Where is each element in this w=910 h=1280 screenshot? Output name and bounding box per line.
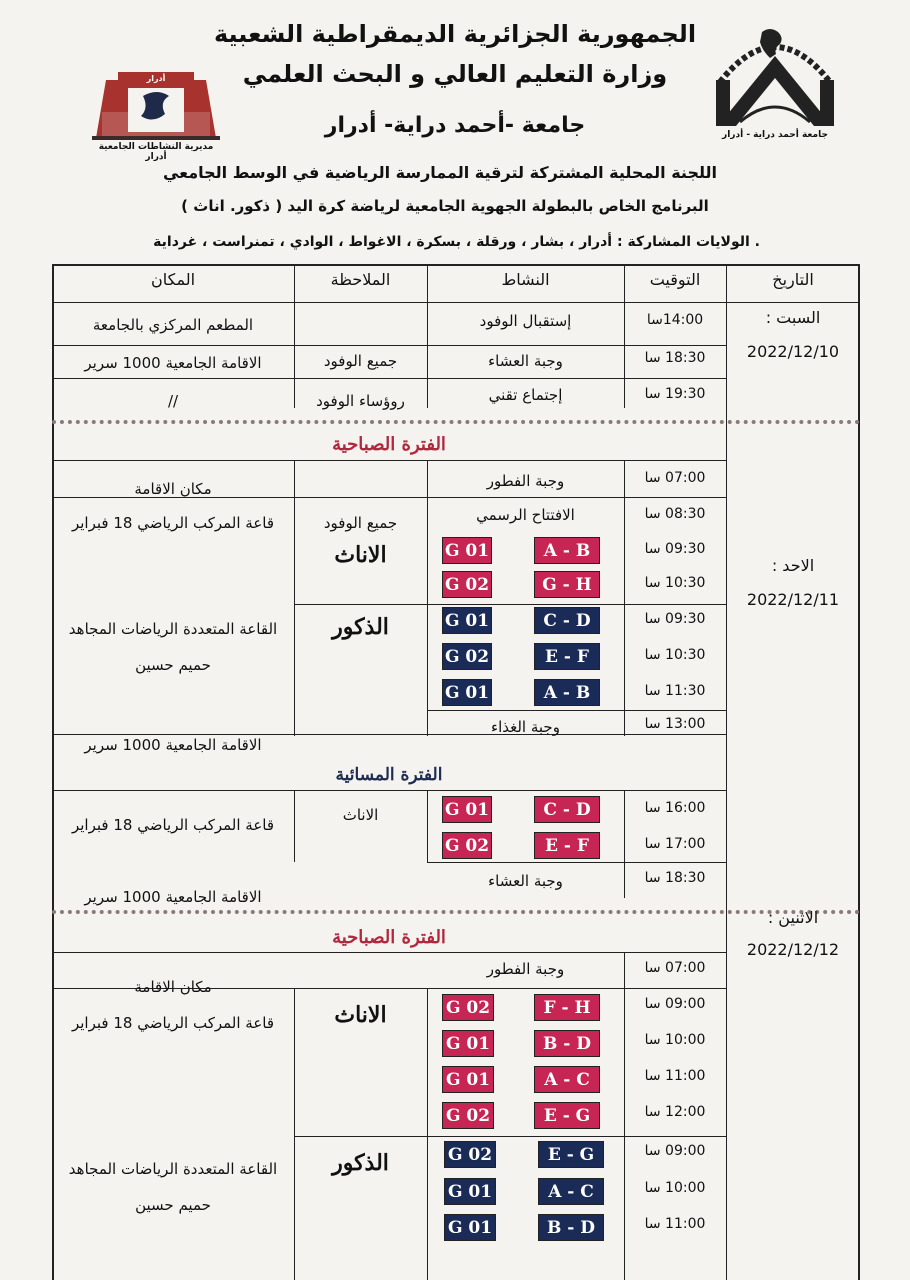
day3-male-place-2: حميم حسين — [135, 1196, 211, 1214]
day1-activity-3: إجتماع تقني — [488, 386, 563, 404]
row-divider — [427, 710, 726, 711]
day2-female-match-1: A - B — [534, 537, 600, 564]
day-divider — [52, 420, 860, 424]
col-divider — [294, 460, 295, 736]
day2-evening-time-1: 16:00 سا — [644, 800, 706, 816]
day2-female-match-2: G - H — [534, 571, 600, 598]
day3-male-group-1: G 02 — [444, 1141, 496, 1168]
day2-male-group-1: G 01 — [442, 607, 492, 634]
day3-male-group-3: G 01 — [444, 1214, 496, 1241]
day2-male-place-1: القاعة المتعددة الرياضات المجاهد — [68, 620, 278, 638]
day2-female-group-1: G 01 — [442, 537, 492, 564]
day2-male-time-1: 09:30 سا — [644, 611, 706, 627]
day3-breakfast-time: 07:00 سا — [644, 960, 706, 976]
day2-lunch-place: الاقامة الجامعية 1000 سرير — [84, 736, 262, 754]
row-divider — [427, 862, 726, 863]
col-header-time: التوقيت — [649, 270, 701, 289]
day2-male-time-3: 11:30 سا — [644, 683, 706, 699]
university-logo — [700, 22, 850, 146]
day3-male-match-3: B - D — [538, 1214, 604, 1241]
day2-breakfast-time: 07:00 سا — [644, 470, 706, 486]
day2-evening-place: قاعة المركب الرياضي 18 فبراير — [71, 816, 275, 834]
day2-dinner-time: 18:30 سا — [644, 870, 706, 886]
committee-title: اللجنة المحلية المشتركة لترقية الممارسة الرياضية في الوسط الجامعي — [162, 163, 718, 182]
day2-male-match-2: E - F — [534, 643, 600, 670]
logo-caption: مديرية النشاطات الجامعية أدرار — [98, 142, 214, 162]
day2-morning-section: الفترة الصباحية — [332, 434, 446, 455]
day2-opening-activity: الافتتاح الرسمي — [476, 506, 575, 524]
university-title: جامعة -أحمد دراية- أدرار — [324, 113, 586, 138]
day2-breakfast-place: مكان الاقامة — [134, 480, 212, 498]
logo-caption: جامعة أحمد دراية - أدرار — [722, 130, 828, 140]
day3-male-time-1: 09:00 سا — [644, 1143, 706, 1159]
col-header-activity: النشاط — [501, 270, 550, 289]
day3-male-match-2: A - C — [538, 1178, 604, 1205]
row-divider — [52, 734, 726, 735]
day3-date: 2022/12/12 — [746, 940, 840, 959]
day3-male-place-1: القاعة المتعددة الرياضات المجاهد — [68, 1160, 278, 1178]
day2-evening-match-2: E - F — [534, 832, 600, 859]
day2-lunch-activity: وجبة الغذاء — [491, 718, 560, 736]
day3-male-match-1: E - G — [538, 1141, 604, 1168]
day3-female-group-1: G 02 — [442, 994, 494, 1021]
row-divider — [294, 604, 726, 605]
day2-female-time-2: 10:30 سا — [644, 575, 706, 591]
university-emblem-icon — [700, 22, 850, 130]
day3-female-time-2: 10:00 سا — [644, 1032, 706, 1048]
day1-note-2: جميع الوفود — [323, 352, 398, 370]
col-header-place: المكان — [150, 270, 196, 289]
col-divider — [427, 988, 428, 1280]
col-header-date: التاريخ — [772, 270, 814, 289]
day2-evening-note: الاناث — [342, 806, 379, 824]
logo-top-text: أدرار — [146, 74, 166, 83]
col-header-note: الملاحظة — [330, 270, 391, 289]
activities-directorate-logo — [88, 68, 224, 162]
day3-female-group-4: G 02 — [442, 1102, 494, 1129]
day2-female-label: الاناث — [334, 542, 387, 568]
day2-male-group-2: G 02 — [442, 643, 492, 670]
day2-date: 2022/12/11 — [746, 590, 840, 609]
day2-female-time-1: 09:30 سا — [644, 541, 706, 557]
day2-male-match-1: C - D — [534, 607, 600, 634]
day3-female-match-1: F - H — [534, 994, 600, 1021]
col-divider — [294, 988, 295, 1280]
day1-name: السبت : — [765, 308, 821, 327]
day1-note-3: روؤساء الوفود — [316, 392, 405, 410]
day3-female-group-2: G 01 — [442, 1030, 494, 1057]
day3-female-group-3: G 01 — [442, 1066, 494, 1093]
day2-evening-time-2: 17:00 سا — [644, 836, 706, 852]
day2-male-match-3: A - B — [534, 679, 600, 706]
day2-male-group-3: G 01 — [442, 679, 492, 706]
day3-female-time-4: 12:00 سا — [644, 1104, 706, 1120]
row-divider — [52, 345, 726, 346]
day3-male-time-2: 10:00 سا — [644, 1180, 706, 1196]
day2-male-time-2: 10:30 سا — [644, 647, 706, 663]
day2-opening-time: 08:30 سا — [644, 506, 706, 522]
day2-opening-place: قاعة المركب الرياضي 18 فبراير — [71, 514, 275, 532]
day1-time-2: 18:30 سا — [644, 350, 706, 366]
ministry-title: وزارة التعليم العالي و البحث العلمي — [242, 60, 668, 88]
day3-morning-section: الفترة الصباحية — [332, 927, 446, 948]
day3-male-time-3: 11:00 سا — [644, 1216, 706, 1232]
day1-place-3: // — [167, 392, 179, 410]
day3-breakfast-place: مكان الاقامة — [134, 978, 212, 996]
day1-activity-1: إستقبال الوفود — [479, 312, 572, 330]
row-divider — [294, 1136, 726, 1137]
day1-place-1: المطعم المركزي بالجامعة — [92, 316, 254, 334]
row-divider — [52, 378, 726, 379]
day3-female-match-2: B - D — [534, 1030, 600, 1057]
day3-female-time-1: 09:00 سا — [644, 996, 706, 1012]
day3-female-match-4: E - G — [534, 1102, 600, 1129]
day3-name: الاثنين : — [767, 908, 819, 927]
participating-states: الولايات المشاركة : أدرار ، بشار ، ورقلة ، بسكرة ، الاغواط ، الوادي ، تمنراست ، غرداية . — [153, 234, 760, 250]
day2-name: الاحد : — [771, 556, 815, 575]
day2-evening-group-2: G 02 — [442, 832, 492, 859]
day2-dinner-activity: وجبة العشاء — [488, 872, 563, 890]
day3-female-match-3: A - C — [534, 1066, 600, 1093]
day3-female-place: قاعة المركب الرياضي 18 فبراير — [71, 1014, 275, 1032]
col-divider — [294, 790, 295, 862]
program-title: البرنامج الخاص بالبطولة الجهوية الجامعية لرياضة كرة اليد ( ذكور. اناث ) — [181, 197, 709, 215]
day1-time-3: 19:30 سا — [644, 386, 706, 402]
day2-breakfast-activity: وجبة الفطور — [486, 472, 565, 490]
day1-time-1: 14:00سا — [646, 312, 704, 328]
day3-breakfast-activity: وجبة الفطور — [486, 960, 565, 978]
row-divider — [52, 460, 726, 461]
day3-female-label: الاناث — [334, 1002, 387, 1028]
day3-male-group-2: G 01 — [444, 1178, 496, 1205]
row-divider — [52, 302, 860, 303]
row-divider — [52, 790, 726, 791]
day2-evening-section: الفترة المسائية — [335, 765, 443, 785]
col-divider — [427, 790, 428, 862]
col-divider — [726, 264, 727, 1280]
col-divider — [427, 460, 428, 736]
republic-title: الجمهورية الجزائرية الديمقراطية الشعبية — [213, 20, 697, 48]
day1-place-2: الاقامة الجامعية 1000 سرير — [84, 354, 262, 372]
day1-activity-2: وجبة العشاء — [488, 352, 563, 370]
day1-date: 2022/12/10 — [746, 342, 840, 361]
day2-male-place-2: حميم حسين — [135, 656, 211, 674]
day2-male-label: الذكور — [332, 614, 389, 640]
day2-dinner-place: الاقامة الجامعية 1000 سرير — [84, 888, 262, 906]
day3-female-time-3: 11:00 سا — [644, 1068, 706, 1084]
row-divider — [52, 952, 726, 953]
day2-evening-group-1: G 01 — [442, 796, 492, 823]
day3-male-label: الذكور — [332, 1150, 389, 1176]
day2-evening-match-1: C - D — [534, 796, 600, 823]
day2-female-group-2: G 02 — [442, 571, 492, 598]
day2-lunch-time: 13:00 سا — [644, 716, 706, 732]
day2-opening-note: جميع الوفود — [323, 514, 398, 532]
